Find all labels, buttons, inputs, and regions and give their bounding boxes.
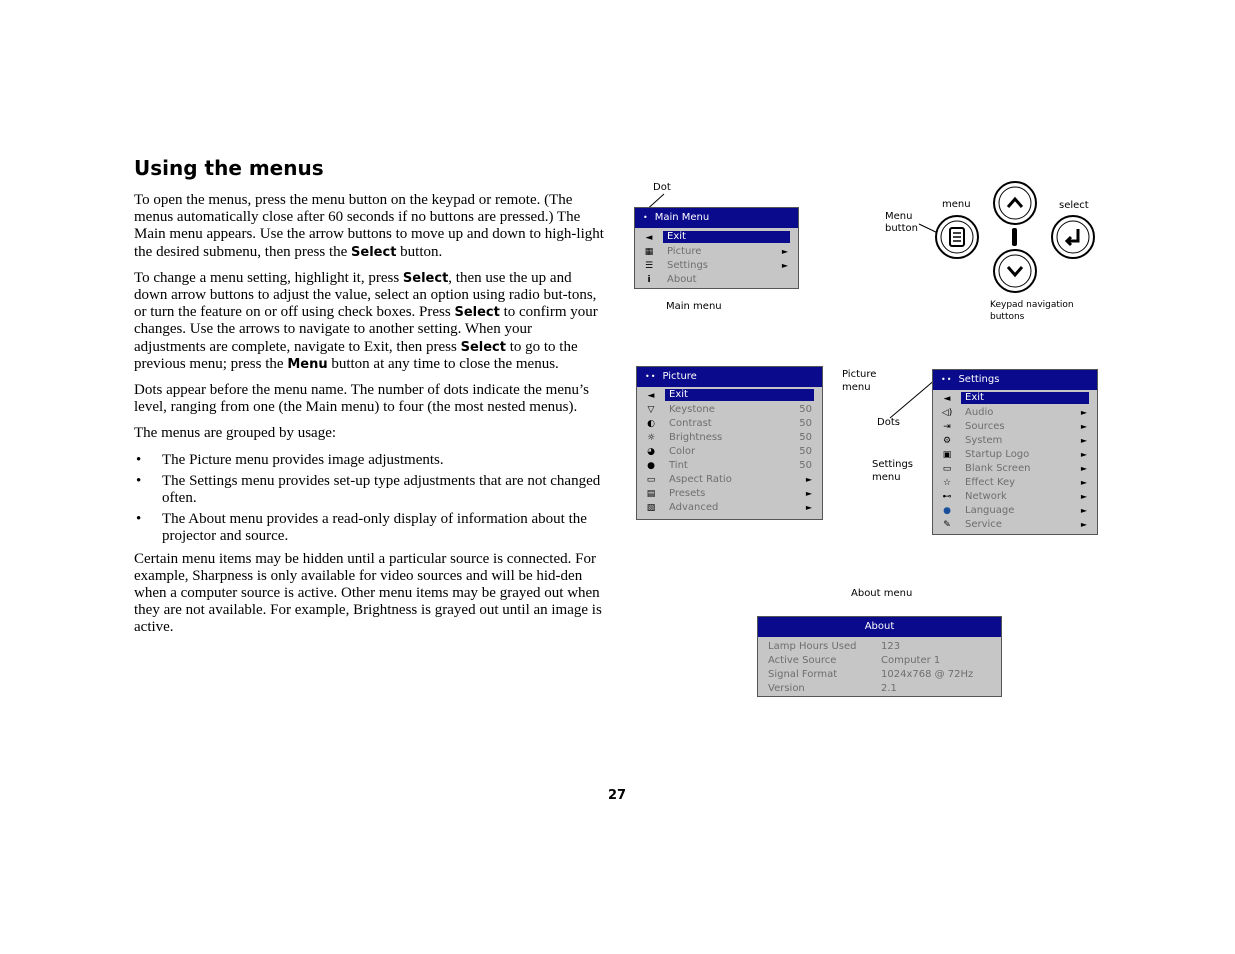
- dots-caption: Dots: [877, 417, 900, 428]
- menu-exit-row[interactable]: [933, 392, 1097, 406]
- exit-item[interactable]: Exit: [961, 392, 1089, 404]
- blank-screen-icon: ▭: [942, 464, 952, 474]
- contrast-icon: ◐: [647, 419, 655, 429]
- menu-item-effect-key[interactable]: ☆ Effect Key ►: [942, 477, 1087, 488]
- page-number: 27: [608, 788, 627, 803]
- menu-item-picture[interactable]: ▦ Picture ►: [644, 246, 788, 257]
- submenu-arrow-icon: ►: [1080, 506, 1087, 515]
- sources-icon: ⇥: [943, 422, 951, 432]
- system-icon: ⚙: [942, 436, 952, 446]
- select-key-label: select: [1059, 200, 1089, 211]
- paragraph-hidden-items: Certain menu items may be hidden until a particular source is connected. For example, Sharpness is only available for video sources and will be hid-den when a computer source is active. Other menu items may be grayed out when they are not available. For example, Brightness is grayed out until an image is active.: [134, 550, 602, 636]
- chevron-down-icon: [995, 251, 1035, 291]
- main-menu-caption: Main menu: [666, 301, 722, 312]
- usage-list: [134, 452, 604, 546]
- back-arrow-icon: ◄: [943, 394, 951, 404]
- submenu-arrow-icon: ►: [781, 247, 788, 256]
- tint-icon: ●: [647, 461, 655, 471]
- settings-icon: ☰: [644, 261, 654, 271]
- about-menu: [757, 616, 1002, 697]
- startup-logo-icon: ▣: [942, 450, 952, 460]
- main-menu-title: • Main Menu: [635, 208, 798, 228]
- menu-item-startup-logo[interactable]: ▣ Startup Logo ►: [942, 449, 1087, 460]
- submenu-arrow-icon: ►: [781, 261, 788, 270]
- submenu-arrow-icon: ►: [805, 489, 812, 498]
- about-menu-title: About: [758, 617, 1001, 637]
- exit-item[interactable]: Exit: [665, 389, 814, 401]
- menu-key-label: menu: [942, 199, 971, 210]
- effect-key-icon: ☆: [942, 478, 952, 488]
- menu-item-sources[interactable]: ⇥ Sources ►: [933, 420, 1097, 434]
- back-arrow-icon: ◄: [645, 233, 653, 243]
- chevron-up-icon: [995, 183, 1035, 223]
- menu-button-caption-1: Menu: [885, 211, 913, 222]
- aspect-ratio-icon: ▭: [646, 475, 656, 485]
- menu-item-tint[interactable]: ● Tint 50: [637, 459, 822, 473]
- submenu-arrow-icon: ►: [1080, 520, 1087, 529]
- menu-item-aspect-ratio[interactable]: ▭ Aspect Ratio ►: [646, 474, 812, 485]
- select-button[interactable]: [1051, 215, 1095, 259]
- submenu-arrow-icon: ►: [1080, 492, 1087, 501]
- about-row: Lamp Hours Used 123: [768, 641, 901, 652]
- menu-item-audio[interactable]: ◁) Audio ►: [941, 407, 1087, 418]
- menu-exit-row[interactable]: [637, 389, 822, 403]
- brightness-icon: ☼: [646, 433, 656, 443]
- settings-menu-caption-1: Settings: [872, 459, 914, 470]
- about-menu-caption: About menu: [851, 588, 913, 599]
- presets-icon: ▤: [646, 489, 656, 499]
- color-icon: ◕: [647, 447, 655, 457]
- list-item: • The Settings menu provides set-up type adjustments that are not changed often.: [134, 473, 604, 507]
- service-icon: ✎: [943, 520, 951, 530]
- keypad-divider: [1012, 228, 1017, 246]
- enter-icon: [1053, 217, 1093, 257]
- paragraph-change-setting: To change a menu setting, highlight it, press Select, then use the up and down arrow buttons to adjust the value, select an option using radio but-tons, or turn the feature on or off using check boxes. Press Select to confirm your changes. Use the arrows to navigate to another setting. When your adjustments are complete, navigate to Exit, then press Select to go to the previous menu; press the Menu button at any time to close the menus.: [134, 269, 598, 372]
- exit-item[interactable]: Exit: [663, 231, 790, 243]
- menu-exit-row[interactable]: [635, 231, 798, 245]
- picture-menu-title: •• Picture: [637, 367, 822, 387]
- down-arrow-button[interactable]: [993, 249, 1037, 293]
- keypad-caption-1: Keypad navigation: [990, 300, 1074, 310]
- submenu-arrow-icon: ►: [1080, 436, 1087, 445]
- submenu-arrow-icon: ►: [1080, 450, 1087, 459]
- menu-item-contrast[interactable]: ◐ Contrast 50: [637, 417, 822, 431]
- paragraph-open-menus: To open the menus, press the menu button on the keypad or remote. (The menus automatically close after 60 seconds if no buttons are pressed.) The Main menu appears. Use the arrow buttons to move up and down to high-light the desired submenu, then press the Select button.: [134, 192, 604, 260]
- about-row: Active Source Computer 1: [768, 655, 941, 666]
- settings-menu: [932, 369, 1098, 535]
- picture-menu: [636, 366, 823, 520]
- dot-caption: Dot: [653, 182, 671, 193]
- menu-item-system[interactable]: ⚙ System ►: [942, 435, 1087, 446]
- submenu-arrow-icon: ►: [1080, 464, 1087, 473]
- settings-menu-title: •• Settings: [933, 370, 1097, 390]
- menu-item-color[interactable]: ◕ Color 50: [637, 445, 822, 459]
- picture-menu-caption-1: Picture: [842, 369, 877, 380]
- picture-menu-caption-2: menu: [842, 382, 871, 393]
- submenu-arrow-icon: ►: [805, 475, 812, 484]
- about-row: Signal Format 1024x768 @ 72Hz: [768, 669, 974, 680]
- up-arrow-button[interactable]: [993, 181, 1037, 225]
- list-item: • The About menu provides a read-only display of information about the projector and source.: [134, 511, 604, 545]
- menu-item-presets[interactable]: ▤ Presets ►: [646, 488, 812, 499]
- settings-menu-caption-2: menu: [872, 472, 901, 483]
- menu-item-settings[interactable]: ☰ Settings ►: [644, 260, 788, 271]
- keystone-icon: ▽: [647, 405, 655, 415]
- body-text: [134, 192, 604, 646]
- info-icon: i: [647, 275, 651, 285]
- submenu-arrow-icon: ►: [1080, 422, 1087, 431]
- language-icon: ●: [943, 506, 951, 516]
- menu-item-blank-screen[interactable]: ▭ Blank Screen ►: [942, 463, 1087, 474]
- menu-item-about[interactable]: i About: [635, 273, 798, 287]
- submenu-arrow-icon: ►: [1080, 478, 1087, 487]
- main-menu: [634, 207, 799, 289]
- menu-item-network[interactable]: ⊷ Network ►: [942, 491, 1087, 502]
- submenu-arrow-icon: ►: [1080, 408, 1087, 417]
- about-row: Version 2.1: [768, 683, 897, 694]
- paragraph-dots: Dots appear before the menu name. The number of dots indicate the menu’s level, ranging from one (the Main menu) to four (the most nested menus).: [134, 382, 589, 416]
- network-icon: ⊷: [942, 492, 952, 502]
- menu-item-advanced[interactable]: ▧ Advanced ►: [646, 502, 812, 513]
- menu-button-caption-2: button: [885, 223, 918, 234]
- menu-item-keystone[interactable]: ▽ Keystone 50: [637, 403, 822, 417]
- menu-item-language[interactable]: ● Language ►: [933, 504, 1097, 518]
- menu-item-brightness[interactable]: ☼ Brightness 50: [646, 432, 812, 443]
- list-item: • The Picture menu provides image adjustments.: [134, 452, 604, 469]
- back-arrow-icon: ◄: [647, 391, 655, 401]
- paragraph-grouped: The menus are grouped by usage:: [134, 425, 337, 442]
- keypad-caption-2: buttons: [990, 312, 1025, 322]
- dots-leader-line: [888, 378, 938, 420]
- page-title: Using the menus: [134, 156, 324, 180]
- menu-button[interactable]: [935, 215, 979, 259]
- submenu-arrow-icon: ►: [805, 503, 812, 512]
- menu-list-icon: [937, 217, 977, 257]
- audio-icon: ◁): [941, 408, 953, 418]
- picture-icon: ▦: [644, 247, 654, 257]
- menu-item-service[interactable]: ✎ Service ►: [933, 518, 1097, 532]
- advanced-icon: ▧: [646, 503, 656, 513]
